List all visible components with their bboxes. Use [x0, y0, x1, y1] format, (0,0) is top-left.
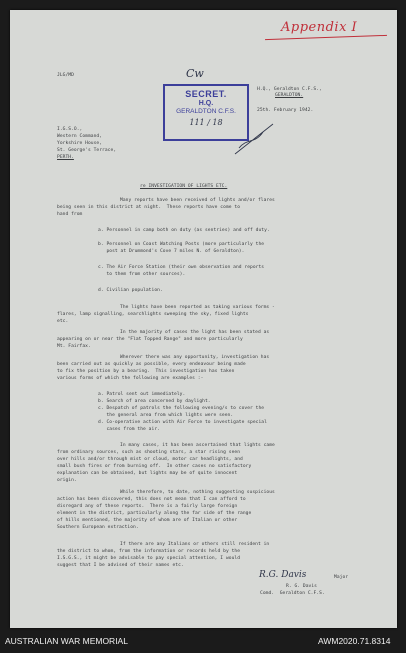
text-line: been carried out as quickly as possible, every endeavour being made	[57, 362, 246, 367]
text-line: over hills and/or through mist or cloud, motor car headlights, and	[57, 457, 243, 462]
signatory-title: Comd. Geraldton C.F.S.	[260, 591, 325, 596]
list-item: a. Personnel in camp both on duty (as sentries) and off duty.	[98, 228, 270, 233]
addressee-line: St. George's Terrace,	[57, 148, 117, 153]
footer-accession-number: AWM2020.71.8314	[318, 636, 391, 646]
text-line: etc.	[57, 319, 69, 324]
stamp-handwritten-number: 111 / 18	[189, 118, 223, 127]
list-item: c. Despatch of patrols the following evening/s to cover the	[98, 406, 265, 411]
text-line: of hills mentioned, the majority of whom are of Italian or other	[57, 518, 238, 523]
signatory-rank: Major	[334, 575, 349, 580]
list-item: b. Personnel on Coast Watching Posts (more particularly the	[98, 242, 265, 247]
text-line: In the majority of cases the light has been stated as	[120, 330, 270, 335]
text-line: flares, lamp signalling, searchlights sweeping the sky, fixed lights	[57, 312, 249, 317]
list-item: to them from other sources).	[98, 272, 186, 277]
list-item: cases from the air.	[98, 427, 160, 432]
text-line: from ordinary sources, such as shooting stars, a star rising seen	[57, 450, 241, 455]
sender-town: GERALDTON.	[275, 93, 304, 98]
text-line: suggest that I be advised of their names etc.	[57, 563, 184, 568]
text-line: In many cases, it has been ascertained that lights came	[120, 443, 275, 448]
sender-unit: H.Q., Geraldton C.F.S.,	[257, 87, 322, 92]
text-line: appearing on or near the "Flat Topped Range" and more particularly	[57, 337, 243, 342]
text-line: If there are any Italians or others still resident in	[120, 542, 270, 547]
addressee-line: Western Command,	[57, 134, 103, 139]
letter-date: 25th. February 1942.	[257, 108, 314, 113]
list-item: a. Patrol sent out immediately.	[98, 392, 186, 397]
text-line: Wherever there was any opportunity, investigation has	[120, 355, 270, 360]
footer-institution: AUSTRALIAN WAR MEMORIAL	[5, 636, 128, 646]
reference-initials: JLG/MD	[57, 73, 74, 78]
list-item: c. The Air Force Station (their own observation and reports	[98, 265, 265, 270]
pen-scribble	[233, 118, 278, 158]
addressee-line: Yorkshire House,	[57, 141, 103, 146]
addressee-line: I.G.S.O.,	[57, 127, 83, 132]
stamp-secret: SECRET.	[185, 89, 227, 99]
addressee-line: PERTH.	[57, 155, 74, 160]
text-line: explanation can be obtained, but lights may be of quite innocent	[57, 471, 238, 476]
text-line: disregard any of these reports. There is a fairly large foreign	[57, 504, 238, 509]
list-item: d. Civilian population.	[98, 288, 163, 293]
text-line: I.S.G.S., it might be advisable to pay special attention, I would	[57, 556, 241, 561]
stamp-unit: GERALDTON C.F.S.	[176, 108, 236, 115]
initials-mark: Cw	[186, 67, 204, 80]
text-line: While therefore, to date, nothing suggesting suspicious	[120, 490, 275, 495]
text-line: being seen in this district at night. These reports have come to	[57, 205, 241, 210]
text-line: The lights have been reported as taking various forms -	[120, 305, 275, 310]
appendix-annotation: Appendix I	[281, 20, 358, 35]
subject-heading: re INVESTIGATION OF LIGHTS ETC.	[140, 184, 228, 189]
text-line: Mt. Fairfax.	[57, 344, 91, 349]
list-item: d. Co-operative action with Air Force to investigate special	[98, 420, 267, 425]
text-line: to fix the position by a bearing. This investigation has taken	[57, 369, 235, 374]
signatory-name: R. G. Davis	[286, 584, 317, 589]
text-line: the district to whom, from the information or records held by the	[57, 549, 241, 554]
stamp-hq: H.Q.	[198, 100, 214, 107]
list-item: post at Drummond's Cove 7 miles N. of Geraldton).	[98, 249, 245, 254]
text-line: Many reports have been received of lights and/or flares	[120, 198, 275, 203]
text-line: small bush fires or from burning off. In other cases no satisfactory	[57, 464, 252, 469]
list-item: the general area from which lights were seen.	[98, 413, 234, 418]
text-line: action has been discovered, this does not mean that I can afford to	[57, 497, 246, 502]
handwritten-signature: R.G. Davis	[259, 570, 307, 580]
text-line: hand from	[57, 212, 83, 217]
text-line: origin.	[57, 478, 77, 483]
text-line: various forms of which the following are examples :-	[57, 376, 204, 381]
text-line: element in the district, particularly along the far side of the range	[57, 511, 252, 516]
text-line: Southern European extraction.	[57, 525, 139, 530]
list-item: b. Search of area concerned by daylight.	[98, 399, 211, 404]
